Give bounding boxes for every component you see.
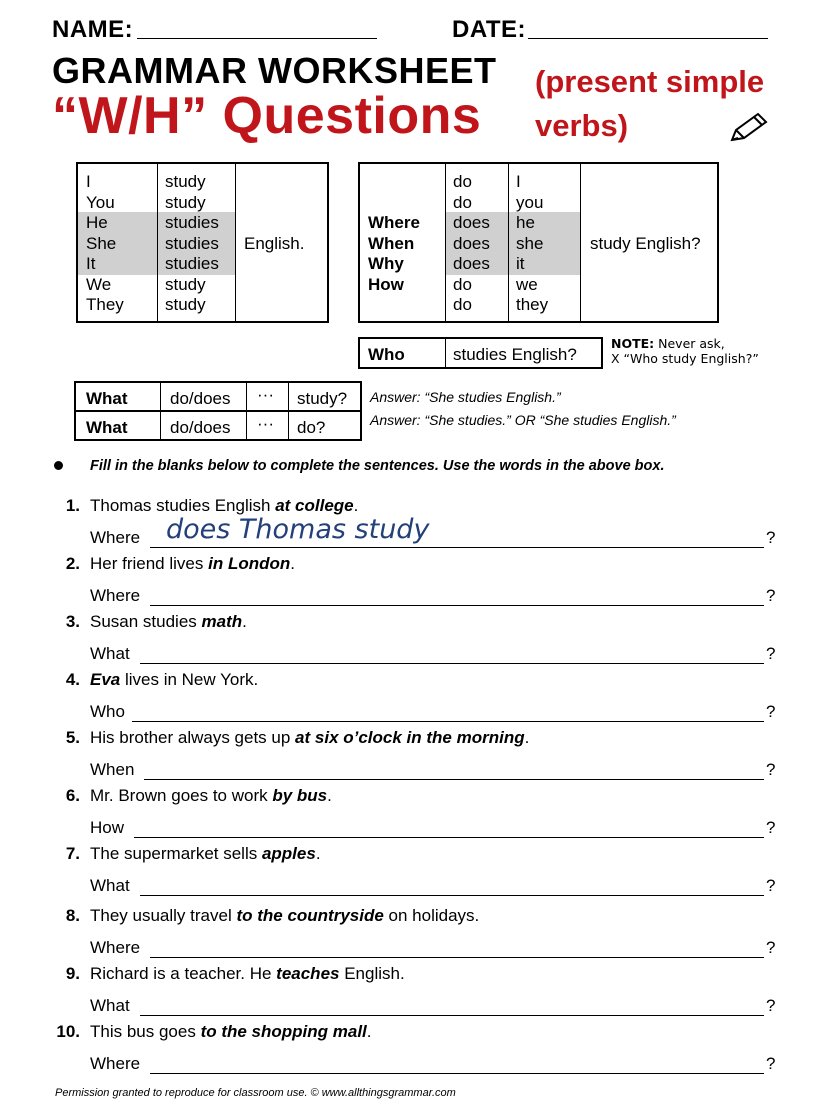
q-subject-cell: he [516, 213, 535, 232]
subject-cell: He [86, 213, 108, 232]
sentence-text: This bus goes [90, 1022, 201, 1041]
sentence-text: . [315, 844, 321, 863]
verb-cell: studies [165, 233, 219, 253]
what-word: What [86, 418, 128, 437]
question-wh-word: Where [90, 528, 141, 547]
note-line-1: Never ask, [658, 336, 725, 351]
topic-line-2: verbs) [535, 108, 629, 143]
pencil-icon [728, 110, 770, 144]
answer-blank[interactable] [150, 1073, 764, 1074]
question-mark: ? [766, 702, 776, 721]
question-sentence [90, 786, 332, 806]
q-subject-cell: we [516, 274, 538, 294]
q-subject-cell: it [516, 254, 525, 273]
note-box [611, 336, 759, 366]
sentence-emphasis: by bus [272, 786, 328, 805]
sentence-emphasis: teaches [276, 964, 340, 983]
question-wh-word: Where [90, 938, 141, 957]
question-mark: ? [766, 760, 776, 779]
aux-cell: do [453, 192, 472, 212]
question-number: 6. [65, 786, 80, 805]
sentence-text: Susan studies [90, 612, 202, 631]
answer-blank[interactable] [140, 1015, 764, 1016]
what-aux: do/does [170, 418, 231, 437]
aux-cell: does [453, 233, 490, 253]
sentence-text: lives in New York. [120, 670, 259, 689]
sentence-text: on holidays. [383, 906, 480, 925]
question-divider-2 [508, 164, 509, 321]
question-wh-word: How [90, 818, 125, 837]
sentence-text: . [353, 496, 359, 515]
what-divider-1 [160, 383, 161, 439]
question-sentence [90, 554, 295, 574]
subject-cell: She [86, 233, 117, 253]
aux-cell: do [453, 172, 472, 191]
question-wh-word: Where [90, 1054, 141, 1073]
who-divider [445, 339, 446, 367]
question-wh-word: Where [90, 586, 141, 605]
question-mark: ? [766, 818, 776, 837]
sentence-emphasis: to the countryside [236, 906, 384, 925]
date-label: DATE: [452, 16, 527, 43]
bullet-icon [54, 461, 63, 470]
question-sentence [90, 496, 358, 516]
verb-cell: study [165, 192, 206, 212]
sentence-text: Her friend lives [90, 554, 209, 573]
note-label: NOTE: [611, 336, 655, 351]
what-dots: ··· [257, 414, 274, 433]
name-field[interactable] [137, 38, 377, 39]
sentence-text: Mr. Brown goes to work [90, 786, 273, 805]
verb-cell: studies [165, 254, 219, 273]
answer-blank[interactable] [150, 957, 764, 958]
subject-cell: I [86, 172, 91, 191]
sentence-text: The supermarket sells [90, 844, 262, 863]
aux-cell: do [453, 274, 472, 294]
sentence-text: . [366, 1022, 372, 1041]
sentence-emphasis: math [201, 612, 243, 631]
question-divider-1 [445, 164, 446, 321]
question-sentence [90, 612, 247, 632]
answer-blank[interactable] [140, 663, 764, 664]
question-mark: ? [766, 586, 776, 605]
verb-column [165, 172, 219, 316]
subject-cell: We [86, 274, 112, 294]
question-table [358, 162, 719, 323]
aux-cell: do [453, 295, 472, 314]
question-number: 4. [65, 670, 80, 689]
question-number: 5. [65, 728, 80, 747]
verb-cell: study [165, 295, 206, 314]
answer-blank[interactable] [140, 895, 764, 896]
sentence-text: . [327, 786, 332, 805]
what-aux: do/does [170, 389, 231, 408]
topic-line-1: (present simple [535, 64, 765, 99]
subject-cell: They [86, 295, 124, 314]
question-rest-cell: study English? [590, 234, 701, 253]
statement-table [76, 162, 329, 323]
question-mark: ? [766, 1054, 776, 1073]
question-number: 3. [65, 612, 80, 631]
question-number: 2. [65, 554, 80, 573]
sentence-text: . [242, 612, 247, 631]
sentence-emphasis: in London [208, 554, 291, 573]
question-number: 1. [65, 496, 80, 515]
sentence-emphasis: at college [275, 496, 354, 515]
answer-blank[interactable] [150, 605, 764, 606]
object-cell: English. [244, 234, 305, 253]
worksheet-title: GRAMMAR WORKSHEET [52, 50, 497, 91]
q-subject-column [516, 172, 548, 316]
subject-cell: You [86, 192, 115, 212]
question-wh-word: Who [90, 702, 125, 721]
question-number: 8. [65, 906, 80, 925]
note-line-2: X “Who study English?” [611, 351, 759, 366]
what-row-divider [76, 410, 360, 412]
wh-word-column [368, 213, 420, 295]
what-dots: ··· [257, 385, 274, 404]
answer-blank[interactable] [150, 547, 764, 548]
question-number: 9. [65, 964, 80, 983]
answer-blank[interactable] [134, 837, 764, 838]
question-wh-word: What [90, 996, 130, 1015]
what-verb: study? [297, 389, 348, 408]
question-sentence [90, 728, 529, 748]
wh-word-cell: How [368, 274, 404, 294]
question-wh-word: When [90, 760, 135, 779]
who-word: Who [368, 345, 405, 364]
verb-cell: studies [165, 213, 219, 232]
sentence-text: His brother always gets up [90, 728, 296, 747]
sentence-text: They usually travel [90, 906, 237, 925]
question-sentence [90, 844, 321, 864]
q-subject-cell: she [516, 233, 544, 253]
sentence-emphasis: apples [261, 844, 316, 863]
question-number: 7. [65, 844, 80, 863]
who-phrase: studies English? [453, 345, 577, 364]
sentence-emphasis: at six o’clock in the morning [295, 728, 525, 747]
sentence-text: . [524, 728, 530, 747]
question-number: 10. [56, 1022, 80, 1041]
subject-column [86, 172, 124, 316]
aux-cell: does [453, 254, 490, 273]
handwritten-answer: does Thomas study [166, 514, 430, 545]
question-divider-3 [580, 164, 581, 321]
aux-column [453, 172, 490, 316]
question-sentence [90, 1022, 372, 1042]
date-field[interactable] [528, 38, 768, 39]
question-mark: ? [766, 996, 776, 1015]
answer-blank[interactable] [132, 721, 764, 722]
question-mark: ? [766, 938, 776, 957]
what-table [74, 381, 362, 441]
footer-permission: Permission granted to reproduce for classroom use. © www.allthingsgrammar.com [55, 1087, 456, 1099]
question-wh-word: What [90, 644, 130, 663]
answer-1: Answer: “She studies English.” [370, 389, 561, 405]
verb-cell: study [165, 172, 206, 191]
sentence-text: Richard is a teacher. He [90, 964, 277, 983]
question-wh-word: What [90, 876, 130, 895]
q-subject-cell: you [516, 192, 544, 212]
verb-cell: study [165, 274, 206, 294]
who-table [358, 337, 603, 369]
sentence-emphasis: to the shopping mall [200, 1022, 367, 1041]
what-word: What [86, 389, 128, 408]
sentence-text: English. [339, 964, 405, 983]
sentence-text: . [290, 554, 295, 573]
question-sentence [90, 964, 405, 984]
wh-word-cell: Where [368, 213, 420, 232]
statement-divider-1 [157, 164, 158, 321]
what-divider-2 [246, 383, 247, 439]
sentence-emphasis: Eva [90, 670, 121, 689]
statement-divider-2 [235, 164, 236, 321]
worksheet-subtitle: “W/H” Questions [52, 87, 482, 145]
question-sentence [90, 906, 479, 926]
question-mark: ? [766, 528, 776, 547]
question-sentence [90, 670, 258, 690]
wh-word-cell: Why [368, 254, 404, 273]
q-subject-cell: they [516, 295, 549, 314]
aux-cell: does [453, 213, 490, 232]
subject-cell: It [86, 254, 96, 273]
question-mark: ? [766, 876, 776, 895]
wh-word-cell: When [368, 233, 415, 253]
what-verb: do? [297, 418, 326, 437]
sentence-text: Thomas studies English [90, 496, 276, 515]
instructions: Fill in the blanks below to complete the sentences. Use the words in the above box. [90, 458, 665, 474]
answer-2: Answer: “She studies.” OR “She studies English.” [370, 412, 676, 428]
answer-blank[interactable] [144, 779, 764, 780]
what-divider-3 [288, 383, 289, 439]
question-mark: ? [766, 644, 776, 663]
name-label: NAME: [52, 16, 134, 43]
q-subject-cell: I [516, 172, 521, 191]
